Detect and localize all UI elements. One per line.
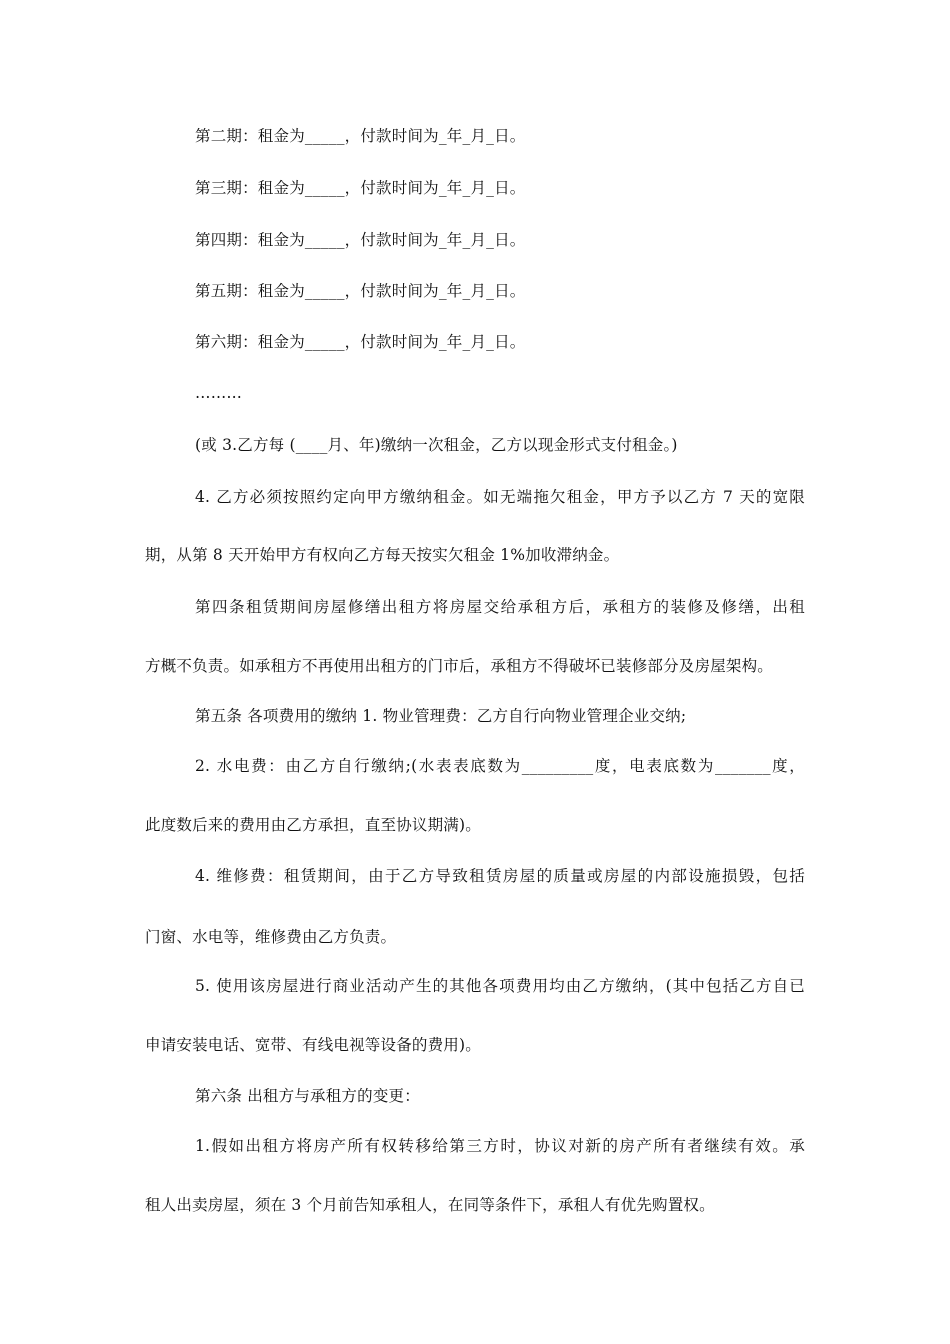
rent-period-3-line: 第三期：租金为_____，付款时间为_年_月_日。 xyxy=(195,179,526,197)
article-6-line-1: 1.假如出租方将房产所有权转移给第三方时，协议对新的房产所有者继续有效。承 xyxy=(195,1137,805,1155)
article-4-line-1: 第四条租赁期间房屋修缮出租方将房屋交给承租方后，承租方的装修及修缮，出租 xyxy=(195,598,805,616)
rent-period-6-line: 第六期：租金为_____，付款时间为_年_月_日。 xyxy=(195,333,526,351)
maintenance-line-2: 门窗、水电等，维修费由乙方负责。 xyxy=(145,928,397,946)
article-4-line-2: 方概不负责。如承租方不再使用出租方的门市后，承租方不得破坏已装修部分及房屋架构。 xyxy=(145,657,774,675)
article-5-heading-line: 第五条 各项费用的缴纳 1. 物业管理费：乙方自行向物业管理企业交纳; xyxy=(195,707,687,725)
utilities-line-2: 此度数后来的费用由乙方承担，直至协议期满)。 xyxy=(145,816,481,834)
clause-4-line-2: 期，从第 8 天开始甲方有权向乙方每天按实欠租金 1%加收滞纳金。 xyxy=(145,546,620,564)
utilities-line-1: 2. 水电费：由乙方自行缴纳;(水表表底数为_________度，电表底数为_______度， xyxy=(195,757,805,775)
clause-4-line-1: 4. 乙方必须按照约定向甲方缴纳租金。如无端拖欠租金，甲方予以乙方 7 天的宽限 xyxy=(195,488,805,506)
other-fees-line-1: 5. 使用该房屋进行商业活动产生的其他各项费用均由乙方缴纳，(其中包括乙方自已 xyxy=(195,977,805,995)
maintenance-line-1: 4. 维修费：租赁期间，由于乙方导致租赁房屋的质量或房屋的内部设施损毁，包括 xyxy=(195,867,805,885)
rent-period-5-line: 第五期：租金为_____，付款时间为_年_月_日。 xyxy=(195,282,526,300)
rent-period-4-line: 第四期：租金为_____，付款时间为_年_月_日。 xyxy=(195,231,526,249)
ellipsis-line: ……… xyxy=(195,384,243,402)
article-6-line-2: 租人出卖房屋，须在 3 个月前告知承租人，在同等条件下，承租人有优先购置权。 xyxy=(145,1196,715,1214)
other-fees-line-2: 申请安装电话、宽带、有线电视等设备的费用)。 xyxy=(145,1036,481,1054)
alternative-payment-line: (或 3.乙方每 (____月、年)缴纳一次租金，乙方以现金形式支付租金。) xyxy=(195,436,678,454)
article-6-heading-line: 第六条 出租方与承租方的变更： xyxy=(195,1087,420,1105)
rent-period-2-line: 第二期：租金为_____，付款时间为_年_月_日。 xyxy=(195,127,526,145)
